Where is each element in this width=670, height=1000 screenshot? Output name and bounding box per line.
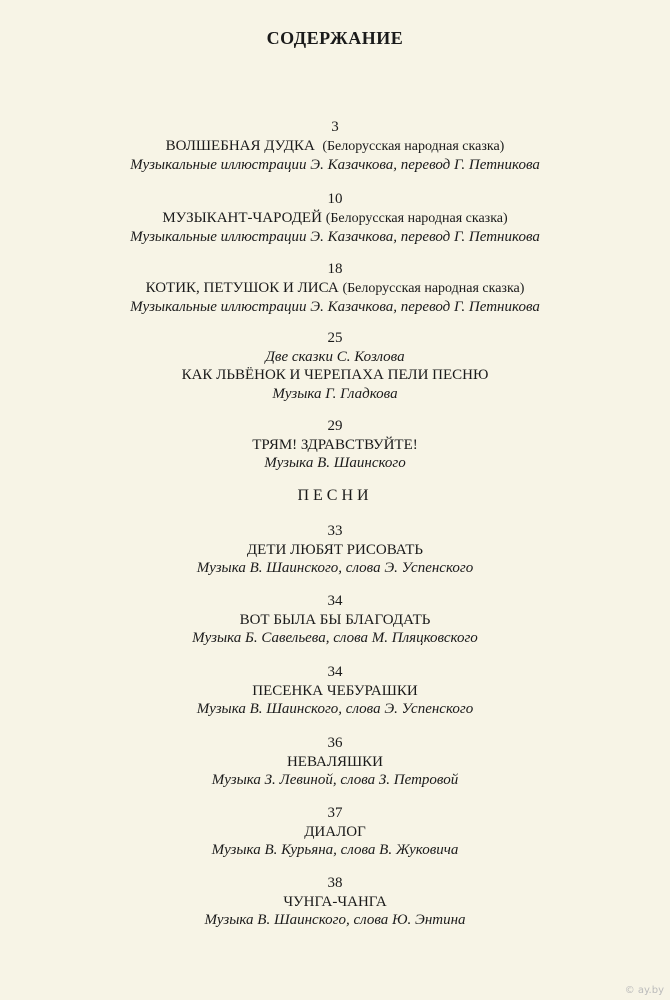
entry-credit: Музыка З. Левиной, слова З. Петровой bbox=[211, 772, 459, 788]
entry-note: (Белорусская народная сказка) bbox=[322, 138, 505, 154]
page-number: 10 bbox=[327, 191, 343, 207]
page-number: 3 bbox=[331, 119, 339, 135]
page-number: 29 bbox=[327, 418, 343, 434]
entry-title: ПЕСЕНКА ЧЕБУРАШКИ bbox=[252, 682, 418, 699]
entry-credit: Музыкальные иллюстрации Э. Казачкова, перевод Г. Петникова bbox=[130, 157, 540, 173]
page-number: 33 bbox=[327, 523, 343, 539]
entry-credit: Музыка В. Шаинского, слова Ю. Энтина bbox=[204, 912, 466, 928]
page-number: 36 bbox=[327, 735, 343, 751]
entry-preface: Две сказки С. Козлова bbox=[265, 348, 405, 365]
watermark: © ay.by bbox=[624, 985, 664, 996]
toc-entry bbox=[0, 417, 670, 473]
page-number: 34 bbox=[327, 664, 343, 680]
entry-title: КОТИК, ПЕТУШОК И ЛИСА bbox=[145, 279, 339, 296]
toc-entry bbox=[0, 874, 670, 930]
entry-title: ДЕТИ ЛЮБЯТ РИСОВАТЬ bbox=[246, 541, 424, 558]
entry-title: МУЗЫКАНТ-ЧАРОДЕЙ bbox=[162, 209, 322, 226]
toc-entry bbox=[0, 118, 670, 175]
entry-credit: Музыкальные иллюстрации Э. Казачкова, перевод Г. Петникова bbox=[130, 299, 540, 315]
toc-entry bbox=[0, 190, 670, 247]
entry-note: (Белорусская народная сказка) bbox=[325, 210, 508, 226]
toc-entry bbox=[0, 522, 670, 578]
toc-entry bbox=[0, 663, 670, 719]
toc-entry bbox=[0, 804, 670, 860]
entry-note: (Белорусская народная сказка) bbox=[342, 280, 525, 296]
entry-title: ТРЯМ! ЗДРАВСТВУЙТЕ! bbox=[252, 436, 418, 453]
toc-entry bbox=[0, 329, 670, 403]
page-number: 38 bbox=[327, 875, 343, 891]
page-title: СОДЕРЖАНИЕ bbox=[266, 28, 404, 48]
entry-title: ВОТ БЫЛА БЫ БЛАГОДАТЬ bbox=[239, 611, 431, 628]
entry-title-line bbox=[0, 209, 670, 229]
section-title: ПЕСНИ bbox=[297, 487, 373, 504]
entry-title: КАК ЛЬВЁНОК И ЧЕРЕПАХА ПЕЛИ ПЕСНЮ bbox=[181, 367, 489, 383]
entry-title-line bbox=[0, 279, 670, 299]
entry-title-line bbox=[0, 137, 670, 157]
entry-credit: Музыка В. Курьяна, слова В. Жуковича bbox=[211, 842, 459, 858]
entry-credit: Музыка В. Шаинского, слова Э. Успенского bbox=[196, 701, 474, 717]
toc-entry bbox=[0, 734, 670, 790]
entry-credit: Музыкальные иллюстрации Э. Казачкова, перевод Г. Петникова bbox=[130, 229, 540, 245]
entry-credit: Музыка В. Шаинского bbox=[264, 455, 406, 471]
entry-title: ЧУНГА-ЧАНГА bbox=[283, 893, 387, 910]
toc-entry bbox=[0, 260, 670, 317]
page-number: 25 bbox=[327, 330, 343, 346]
page-number: 18 bbox=[327, 261, 343, 277]
page-number: 37 bbox=[327, 805, 343, 821]
entry-title: НЕВАЛЯШКИ bbox=[286, 753, 384, 770]
toc-entry bbox=[0, 592, 670, 648]
entry-credit: Музыка В. Шаинского, слова Э. Успенского bbox=[196, 560, 474, 576]
entry-title: ДИАЛОГ bbox=[304, 823, 366, 840]
entry-credit: Музыка Б. Савельева, слова М. Пляцковского bbox=[192, 630, 478, 646]
entry-title: ВОЛШЕБНАЯ ДУДКА bbox=[165, 137, 315, 154]
page-number: 34 bbox=[327, 593, 343, 609]
entry-credit: Музыка Г. Гладкова bbox=[272, 385, 398, 402]
